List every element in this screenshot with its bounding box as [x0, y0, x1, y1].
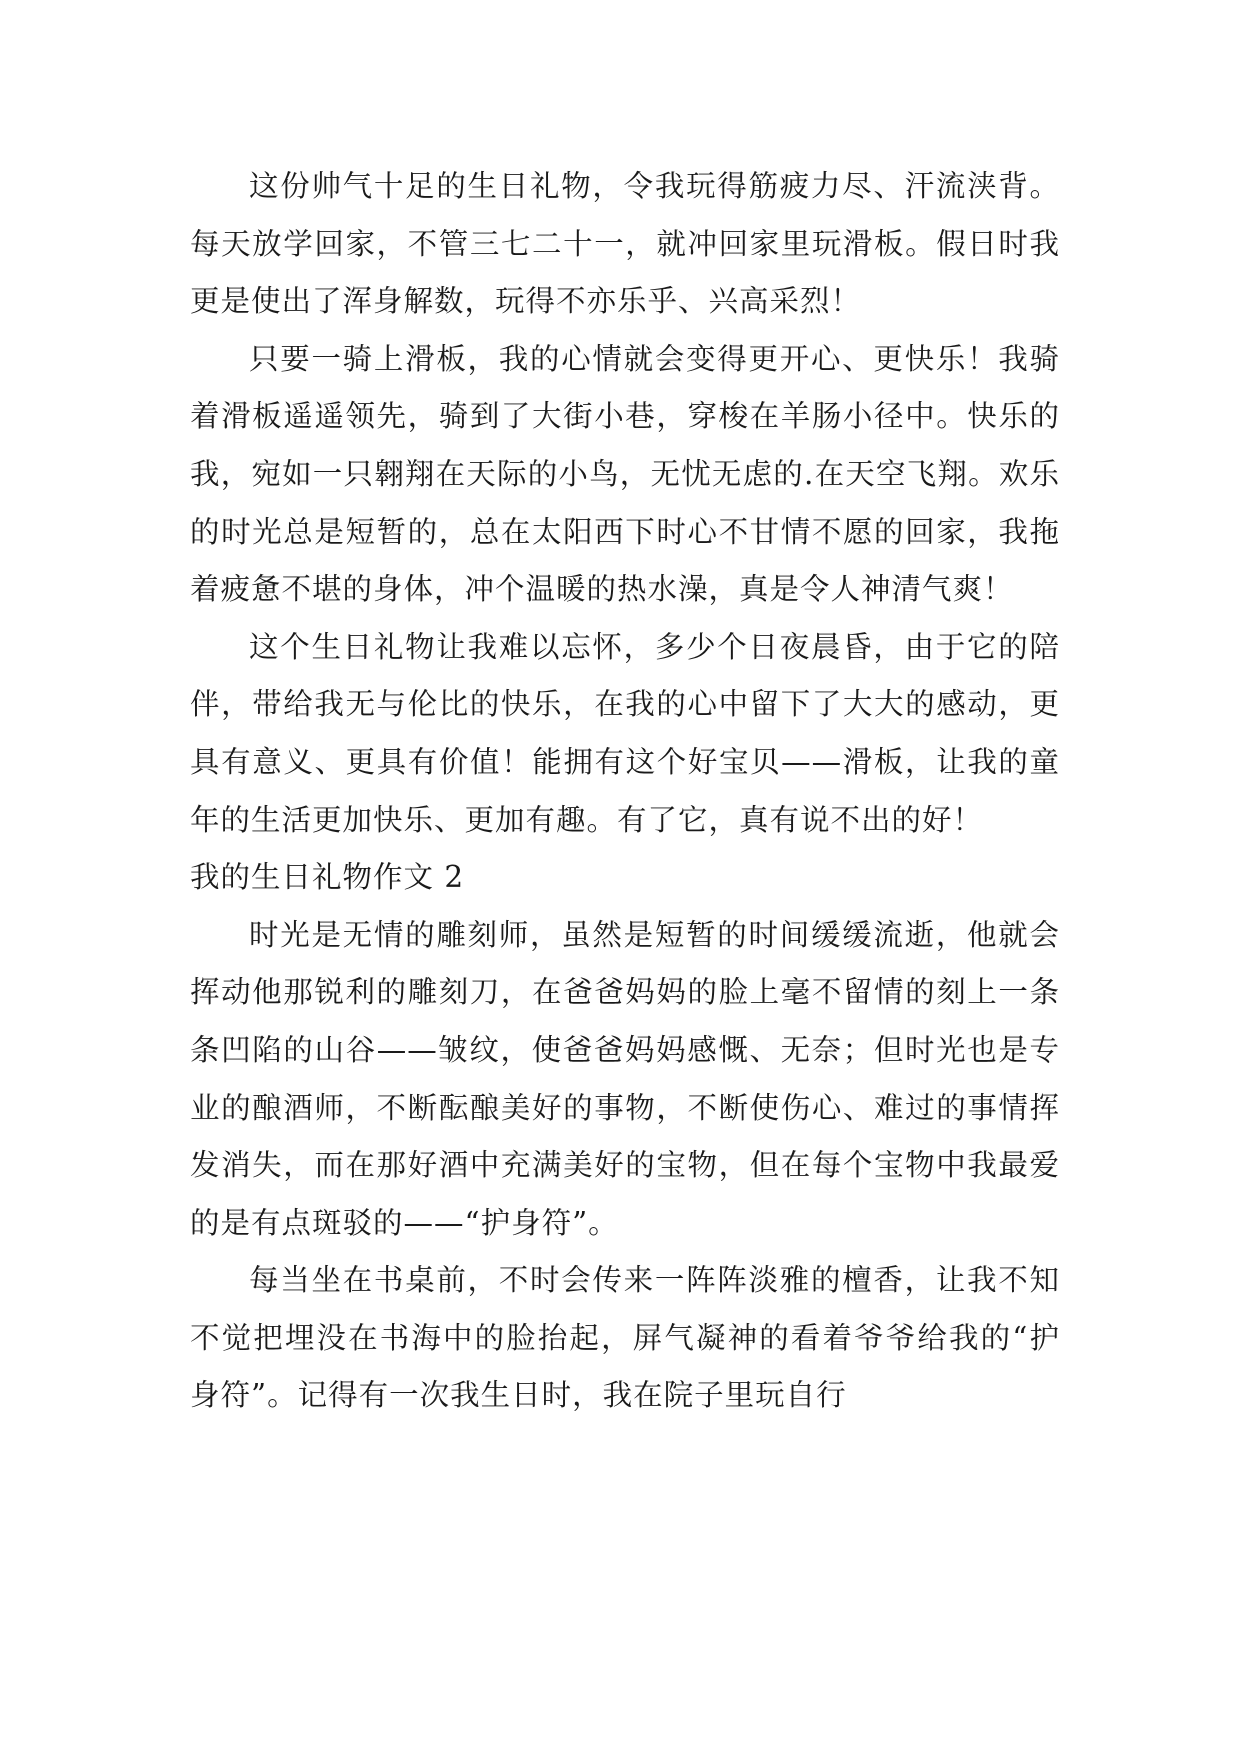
section-paragraph-2: 每当坐在书桌前，不时会传来一阵阵淡雅的檀香，让我不知不觉把埋没在书海中的脸抬起，屏气凝神的看着爷爷给我的“护身符”。记得有一次我生日时，我在院子里玩自行 [190, 1263, 1060, 1413]
paragraph-2: 只要一骑上滑板，我的心情就会变得更开心、更快乐！我骑着滑板遥遥领先，骑到了大街小巷，穿梭在羊肠小径中。快乐的我，宛如一只翱翔在天际的小鸟，无忧无虑的.在天空飞翔。欢乐的时光总是短暂的，总在太阳西下时心不甘情不愿的回家，我拖着疲惫不堪的身体，冲个温暖的热水澡，真是令人神清气爽！ [190, 341, 1060, 607]
document-body [190, 158, 1060, 1425]
paragraph-3: 这个生日礼物让我难以忘怀，多少个日夜晨昏，由于它的陪伴，带给我无与伦比的快乐，在我的心中留下了大大的感动，更具有意义、更具有价值！能拥有这个好宝贝——滑板，让我的童年的生活更加快乐、更加有趣。有了它，真有说不出的好！ [190, 629, 1060, 837]
paragraph-1: 这份帅气十足的生日礼物，令我玩得筋疲力尽、汗流浃背。每天放学回家，不管三七二十一，就冲回家里玩滑板。假日时我更是使出了浑身解数，玩得不亦乐乎、兴高采烈！ [190, 169, 1060, 319]
section-title: 我的生日礼物作文 2 [190, 860, 465, 895]
section-paragraph-1: 时光是无情的雕刻师，虽然是短暂的时间缓缓流逝，他就会挥动他那锐利的雕刻刀，在爸爸妈妈的脸上毫不留情的刻上一条条凹陷的山谷——皱纹，使爸爸妈妈感慨、无奈；但时光也是专业的酿酒师，不断酝酿美好的事物，不断使伤心、难过的事情挥发消失，而在那好酒中充满美好的宝物，但在每个宝物中我最爱的是有点斑驳的——“护身符”。 [190, 917, 1060, 1240]
